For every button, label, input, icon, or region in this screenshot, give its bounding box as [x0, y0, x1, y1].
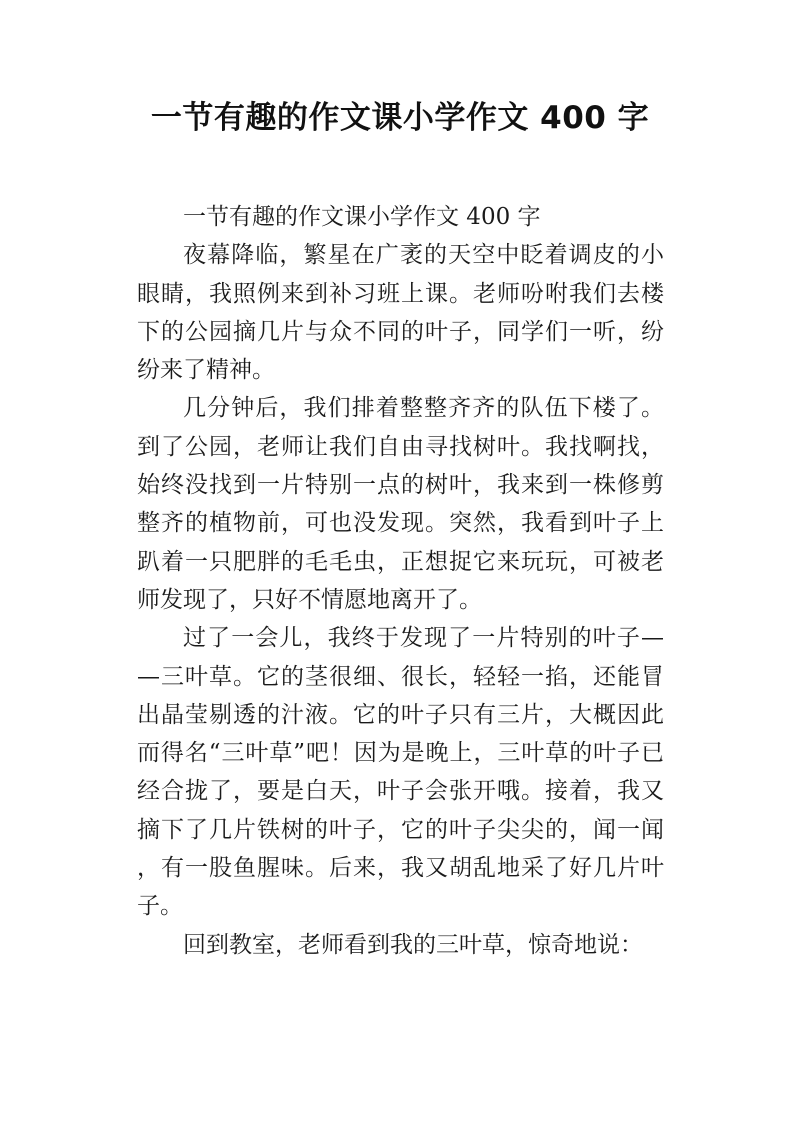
paragraph: 过了一会儿，我终于发现了一片特别的叶子——三叶草。它的茎很细、很长，轻轻一掐，还能冒出晶莹剔透的汁液。它的叶子只有三片，大概因此而得名“三叶草”吧！因为是晚上，三叶草的叶子已经合拢了，要是白天，叶子会张开哦。接着，我又摘下了几片铁树的叶子，它的叶子尖尖的，闻一闻，有一股鱼腥味。后来，我又胡乱地采了好几片叶子。	[137, 625, 664, 920]
paragraph: 几分钟后，我们排着整整齐齐的队伍下楼了。到了公园，老师让我们自由寻找树叶。我找啊找，始终没找到一片特别一点的树叶，我来到一株修剪整齐的植物前，可也没发现。突然，我看到叶子上趴着一只肥胖的毛毛虫，正想捉它来玩玩，可被老师发现了，只好不情愿地离开了。	[137, 395, 664, 613]
document-title: 一节有趣的作文课小学作文 400 字	[150, 100, 650, 136]
paragraph-subtitle: 一节有趣的作文课小学作文 400 字	[183, 204, 541, 230]
document-body	[137, 198, 664, 964]
paragraph: 回到教室，老师看到我的三叶草，惊奇地说：	[183, 931, 643, 958]
paragraph: 夜幕降临，繁星在广袤的天空中眨着调皮的小眼睛，我照例来到补习班上课。老师吩咐我们去楼下的公园摘几片与众不同的叶子，同学们一听，纷纷来了精神。	[137, 242, 664, 384]
